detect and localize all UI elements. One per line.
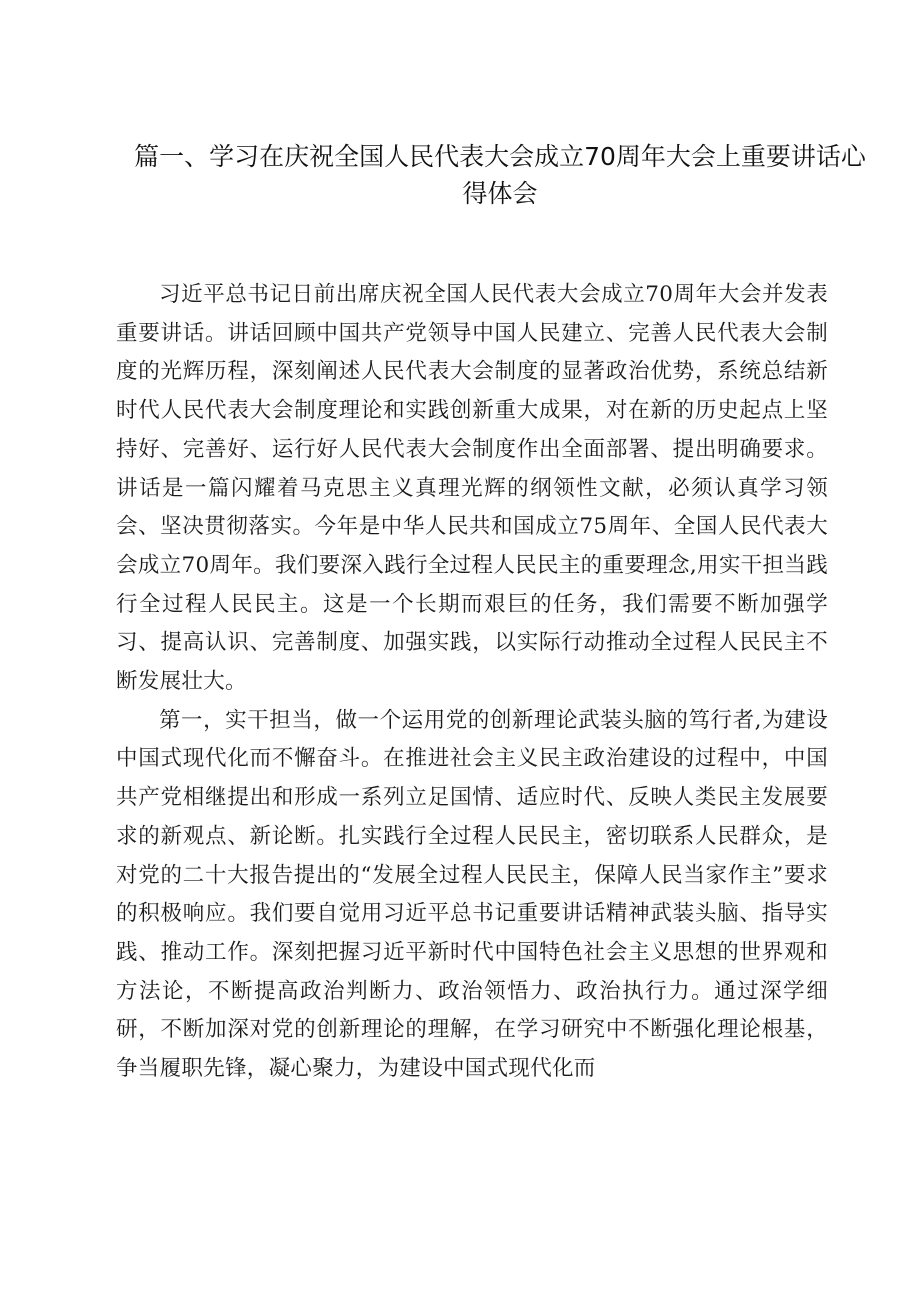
document-title <box>110 138 890 212</box>
paragraph-1: 习近平总书记日前出席庆祝全国人民代表大会成立70周年大会并发表重要讲话。讲话回顾中国共产党领导中国人民建立、完善人民代表大会制度的光辉历程，深刻阐述人民代表大会制度的显著政治优势，系统总结新时代人民代表大会制度理论和实践创新重大成果，对在新的历史起点上坚持好、完善好、运行好人民代表大会制度作出全面部署、提出明确要求。讲话是一篇闪耀着马克思主义真理光辉的纲领性文献，必须认真学习领会、坚决贯彻落实。今年是中华人民共和国成立75周年、全国人民代表大会成立70周年。我们要深入践行全过程人民民主的重要理念,用实干担当践行全过程人民民主。这是一个长期而艰巨的任务，我们需要不断加强学习、提高认识、完善制度、加强实践，以实际行动推动全过程人民民主不断发展壮大。 <box>116 282 828 695</box>
document-title-line-2: 得体会 <box>462 179 538 208</box>
document-title-line-1: 篇一、学习在庆祝全国人民代表大会成立70周年大会上重要讲话心 <box>134 142 866 171</box>
paragraph-2: 第一，实干担当，做一个运用党的创新理论武装头脑的笃行者,为建设中国式现代化而不懈奋斗。在推进社会主义民主政治建设的过程中，中国共产党相继提出和形成一系列立足国情、适应时代、反映人类民主发展要求的新观点、新论断。扎实践行全过程人民民主，密切联系人民群众，是对党的二十大报告提出的“发展全过程人民民主，保障人民当家作主”要求的积极响应。我们要自觉用习近平总书记重要讲话精神武装头脑、指导实践、推动工作。深刻把握习近平新时代中国特色社会主义思想的世界观和方法论，不断提高政治判断力、政治领悟力、政治执行力。通过深学细研，不断加深对党的创新理论的理解，在学习研究中不断强化理论根基，争当履职先锋，凝心聚力，为建设中国式现代化而 <box>116 707 828 1082</box>
document-body <box>116 276 828 1089</box>
